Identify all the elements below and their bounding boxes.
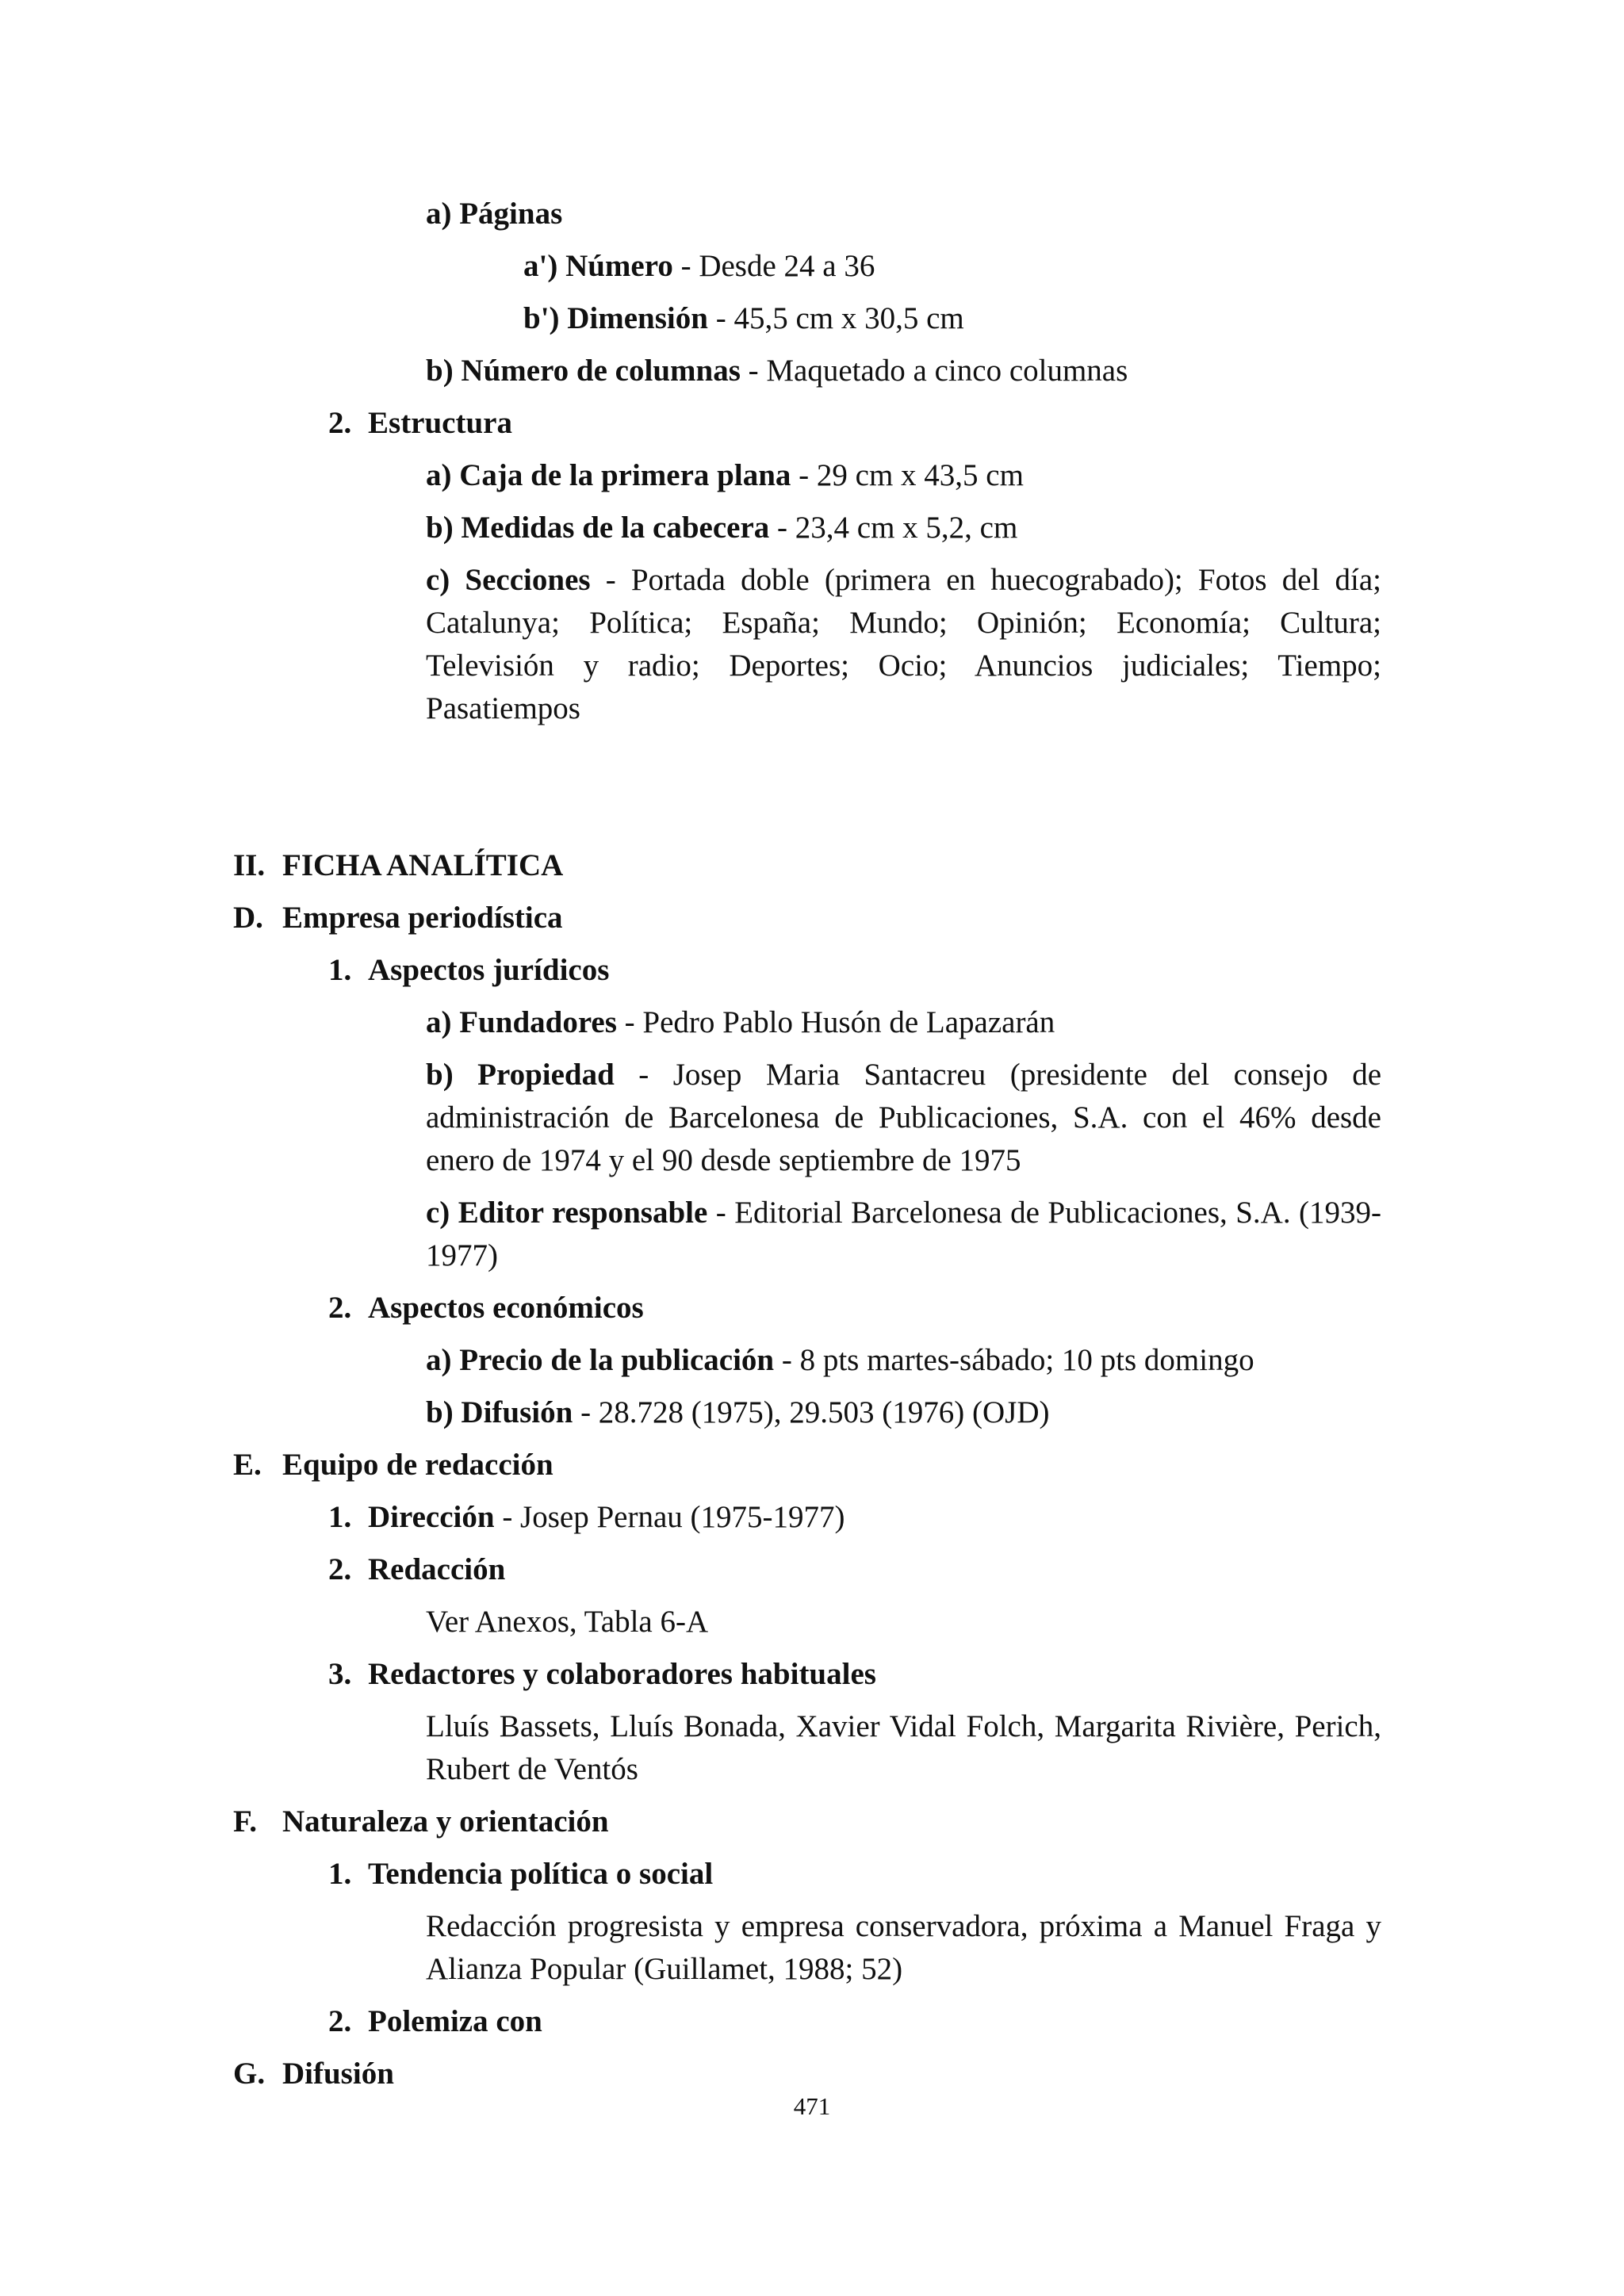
caja-item [426, 454, 1024, 497]
tendencia-value [426, 1905, 1381, 1991]
difusion-label: b) Difusión [426, 1395, 573, 1429]
heading-g-letter: G. [233, 2057, 266, 2091]
redactores-heading-text: Redactores y colaboradores habituales [368, 1657, 876, 1691]
dimension-value: - 45,5 cm x 30,5 cm [707, 301, 964, 335]
columnas-item [426, 350, 1128, 392]
heading-e [233, 1444, 553, 1487]
dimension-item [523, 297, 964, 340]
editor-value: - Editorial Barcelonesa de Publicaciones, S.A. (1939-1977) [426, 1196, 1382, 1272]
heading-f-text: Naturaleza y orientación [282, 1804, 609, 1839]
heading-g-text: Difusión [282, 2057, 394, 2091]
propiedad-item [426, 1054, 1381, 1182]
propiedad-label: b) Propiedad [426, 1058, 615, 1092]
fundadores-value: - Pedro Pablo Husón de Lapazarán [616, 1005, 1055, 1039]
direccion-label: Dirección [368, 1500, 495, 1534]
heading-e-letter: E. [233, 1448, 262, 1482]
juridicos-heading-text: Aspectos jurídicos [368, 953, 610, 987]
redaccion-heading [328, 1548, 505, 1591]
juridicos-heading [328, 949, 609, 992]
paginas-heading-text: a) Páginas [426, 197, 563, 231]
estructura-number: 2. [328, 406, 352, 440]
precio-label: a) Precio de la publicación [426, 1343, 775, 1377]
redactores-value [426, 1705, 1381, 1791]
redaccion-value [426, 1601, 708, 1644]
juridicos-number: 1. [328, 953, 352, 987]
section-roman-numeral: II. [233, 848, 266, 882]
heading-d-letter: D. [233, 901, 263, 935]
caja-value: - 29 cm x 43,5 cm [791, 458, 1024, 492]
polemiza-heading-text: Polemiza con [368, 2004, 542, 2038]
section-title [233, 844, 563, 887]
tendencia-heading-text: Tendencia política o social [368, 1857, 714, 1891]
polemiza-heading [328, 2000, 542, 2043]
dimension-label: b') Dimensión [523, 301, 708, 335]
fundadores-item [426, 1001, 1055, 1044]
redactores-value-text: Lluís Bassets, Lluís Bonada, Xavier Vidal Folch, Margarita Rivière, Perich, Rubert de Ventós [426, 1709, 1381, 1786]
precio-value: - 8 pts martes-sábado; 10 pts domingo [774, 1343, 1254, 1377]
fundadores-label: a) Fundadores [426, 1005, 617, 1039]
heading-f-letter: F. [233, 1804, 257, 1839]
columnas-label: b) Número de columnas [426, 354, 741, 388]
economicos-number: 2. [328, 1291, 352, 1325]
estructura-heading-text: Estructura [368, 406, 512, 440]
tendencia-number: 1. [328, 1857, 352, 1891]
redaccion-heading-text: Redacción [368, 1552, 506, 1586]
economicos-heading-text: Aspectos económicos [368, 1291, 644, 1325]
heading-d [233, 897, 563, 939]
cabecera-item [426, 507, 1017, 549]
heading-e-text: Equipo de redacción [282, 1448, 553, 1482]
difusion-value: - 28.728 (1975), 29.503 (1976) (OJD) [573, 1395, 1050, 1429]
economicos-heading [328, 1287, 644, 1330]
section-title-text: FICHA ANALÍTICA [282, 848, 564, 882]
numero-label: a') Número [523, 249, 673, 283]
paginas-heading [426, 193, 562, 235]
redaccion-value-text: Ver Anexos, Tabla 6-A [426, 1605, 709, 1639]
precio-item [426, 1339, 1254, 1382]
secciones-label: c) Secciones [426, 563, 591, 597]
propiedad-value: - Josep Maria Santacreu (presidente del consejo de administración de Barcelonesa de Publicaciones, S.A. con el 46% desde enero de 1974 y el 90 desde septiembre de 1975 [426, 1058, 1381, 1177]
numero-value: - Desde 24 a 36 [672, 249, 875, 283]
redactores-heading [328, 1653, 876, 1696]
tendencia-value-text: Redacción progresista y empresa conservadora, próxima a Manuel Fraga y Alianza Popular (Guillamet, 1988; 52) [426, 1909, 1381, 1986]
heading-d-text: Empresa periodística [282, 901, 563, 935]
caja-label: a) Caja de la primera plana [426, 458, 791, 492]
direccion-item [328, 1496, 845, 1539]
heading-f [233, 1800, 609, 1843]
difusion-item [426, 1391, 1049, 1434]
editor-item [426, 1192, 1381, 1277]
page-number: 471 [793, 2092, 831, 2120]
polemiza-number: 2. [328, 2004, 352, 2038]
columnas-value: - Maquetado a cinco columnas [740, 354, 1128, 388]
cabecera-value: - 23,4 cm x 5,2, cm [769, 511, 1018, 545]
numero-item [523, 245, 875, 288]
redaccion-number: 2. [328, 1552, 352, 1586]
editor-label: c) Editor responsable [426, 1196, 708, 1230]
secciones-item [426, 559, 1381, 730]
estructura-heading [328, 402, 512, 445]
direccion-value: - Josep Pernau (1975-1977) [494, 1500, 845, 1534]
cabecera-label: b) Medidas de la cabecera [426, 511, 770, 545]
secciones-value: - Portada doble (primera en huecograbado); Fotos del día; Catalunya; Política; España; Mundo; Opinión; Economía; Cultura; Televisión y radio; Deportes; Ocio; Anuncios judiciales; Tiempo; Pasatiempos [426, 563, 1381, 725]
tendencia-heading [328, 1853, 713, 1896]
redactores-number: 3. [328, 1657, 352, 1691]
direccion-number: 1. [328, 1500, 352, 1534]
